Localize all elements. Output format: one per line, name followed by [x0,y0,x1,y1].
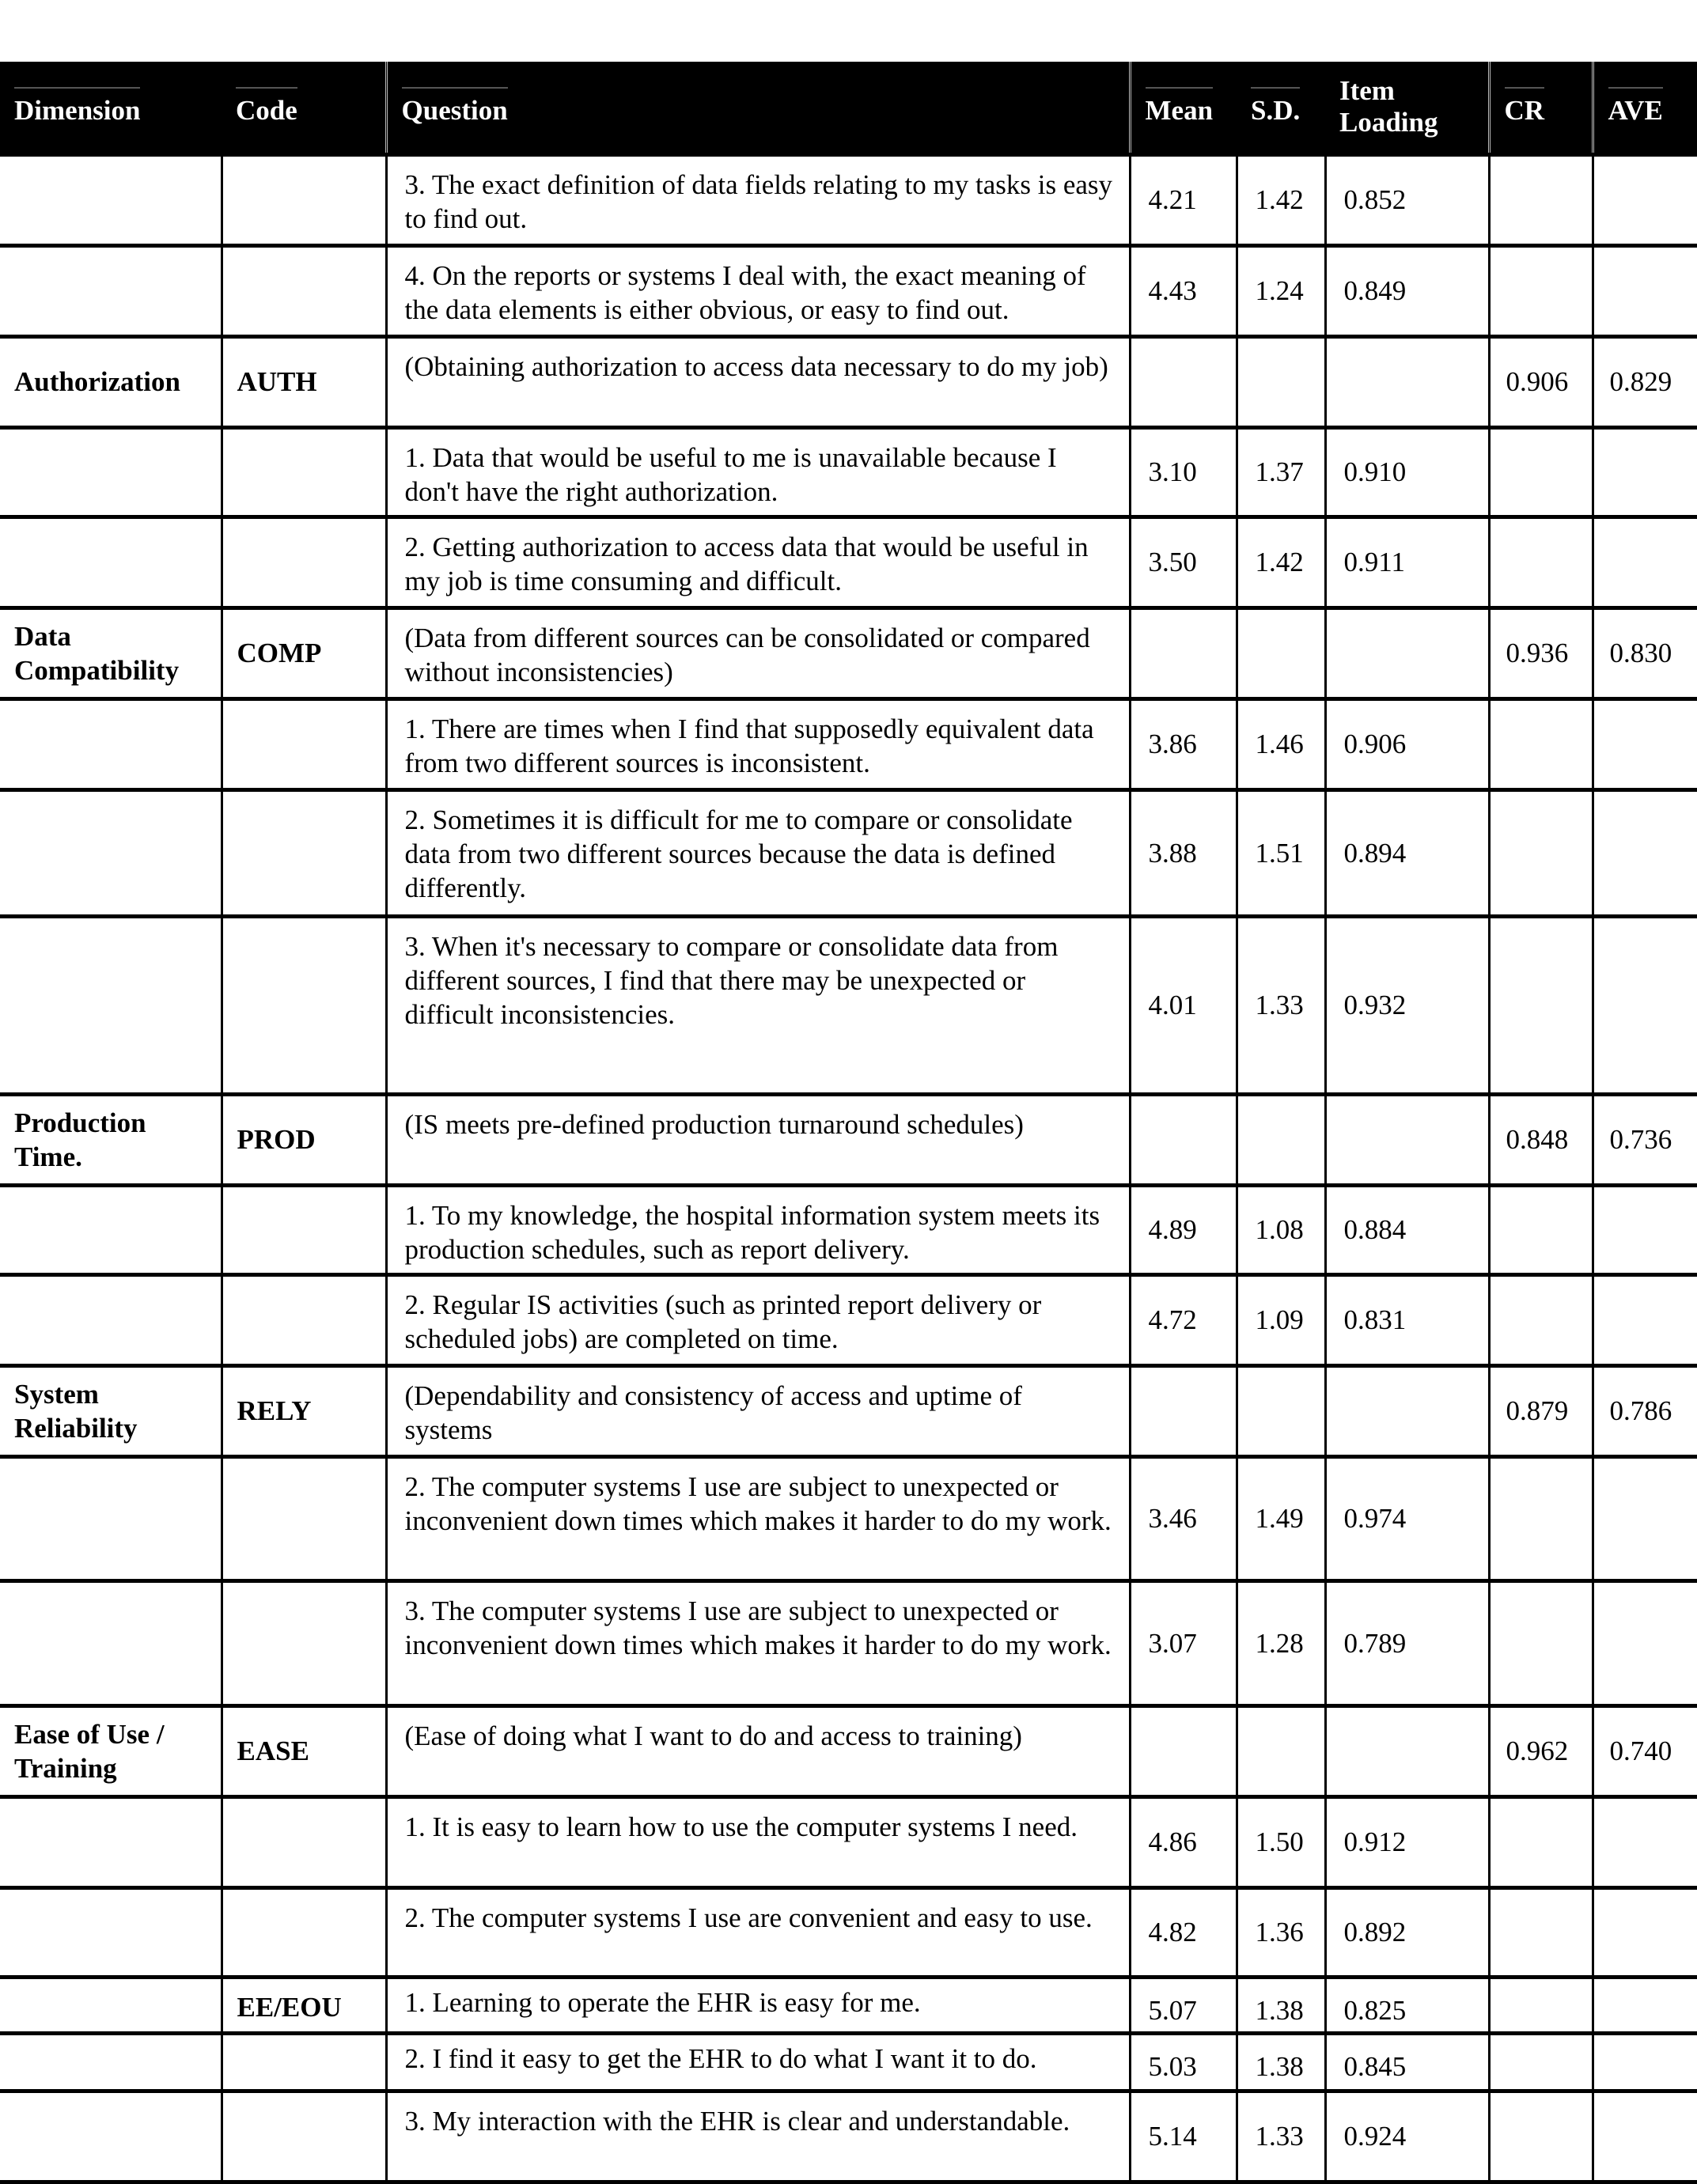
cell-cr [1489,698,1593,789]
cell-item-loading: 0.912 [1325,1796,1489,1887]
cell-mean [1130,1705,1237,1796]
table-header-row [0,62,1697,154]
header-ave: AVE [1593,62,1697,154]
cell-code [222,1456,386,1580]
cell-question: (IS meets pre-defined production turnaround schedules) [386,1094,1130,1185]
cell-cr [1489,916,1593,1094]
table-row [0,154,1697,245]
cell-ave [1593,1887,1697,1977]
cell-mean: 4.01 [1130,916,1237,1094]
cell-cr: 0.906 [1489,336,1593,427]
cell-ave [1593,916,1697,1094]
cell-question: 2. Getting authorization to access data that would be useful in my job is time consuming and difficult. [386,517,1130,608]
table-row [0,1580,1697,1705]
cell-code [222,916,386,1094]
cell-cr: 0.879 [1489,1365,1593,1456]
cell-mean: 3.88 [1130,789,1237,916]
cell-question: 2. The computer systems I use are convenient and easy to use. [386,1887,1130,1977]
cell-dimension [0,154,222,245]
cell-ave [1593,1977,1697,2033]
cell-sd: 1.33 [1237,2091,1325,2182]
cell-item-loading: 0.974 [1325,1456,1489,1580]
cell-item-loading: 0.825 [1325,1977,1489,2033]
cell-mean [1130,1365,1237,1456]
cell-item-loading: 0.831 [1325,1274,1489,1365]
cell-code [222,789,386,916]
table-body [0,154,1697,2182]
header-sd: S.D. [1237,62,1325,154]
table-row [0,1887,1697,1977]
cell-sd: 1.08 [1237,1185,1325,1274]
header-mean: Mean [1130,62,1237,154]
cell-ave [1593,1185,1697,1274]
cell-ave [1593,2033,1697,2091]
cell-cr [1489,2033,1593,2091]
cell-code [222,517,386,608]
cell-dimension [0,1977,222,2033]
cell-mean [1130,1094,1237,1185]
cell-code [222,2091,386,2182]
cell-item-loading [1325,336,1489,427]
cell-cr [1489,1580,1593,1705]
cell-mean: 3.07 [1130,1580,1237,1705]
cell-code [222,1887,386,1977]
cell-mean: 4.21 [1130,154,1237,245]
cell-sd: 1.50 [1237,1796,1325,1887]
cell-cr [1489,1456,1593,1580]
cell-mean [1130,608,1237,698]
cell-sd [1237,608,1325,698]
cell-code [222,1185,386,1274]
cell-ave [1593,1456,1697,1580]
cell-mean: 4.89 [1130,1185,1237,1274]
cell-sd: 1.24 [1237,245,1325,336]
cell-question: 3. When it's necessary to compare or consolidate data from different sources, I find that there may be unexpected or difficult inconsistencies. [386,916,1130,1094]
cell-dimension [0,1887,222,1977]
cell-code: PROD [222,1094,386,1185]
cell-dimension [0,1580,222,1705]
header-code: Code [222,62,386,154]
cell-ave [1593,698,1697,789]
cell-cr [1489,1887,1593,1977]
cell-mean: 3.46 [1130,1456,1237,1580]
cell-dimension [0,2091,222,2182]
cell-ave: 0.736 [1593,1094,1697,1185]
cell-item-loading: 0.789 [1325,1580,1489,1705]
cell-code [222,698,386,789]
cell-sd: 1.51 [1237,789,1325,916]
cell-sd [1237,1705,1325,1796]
cell-item-loading: 0.845 [1325,2033,1489,2091]
cell-sd: 1.42 [1237,517,1325,608]
table-row [0,427,1697,517]
cell-cr [1489,154,1593,245]
cell-dimension [0,517,222,608]
cell-dimension: Data Compatibility [0,608,222,698]
cell-question: 3. The exact definition of data fields relating to my tasks is easy to find out. [386,154,1130,245]
cell-code [222,1274,386,1365]
cell-question: (Data from different sources can be consolidated or compared without inconsistencies) [386,608,1130,698]
cell-item-loading [1325,1705,1489,1796]
cell-ave [1593,517,1697,608]
cell-question: 2. The computer systems I use are subject to unexpected or inconvenient down times which makes it harder to do my work. [386,1456,1130,1580]
cell-cr [1489,1274,1593,1365]
cell-mean [1130,336,1237,427]
cell-cr [1489,1796,1593,1887]
cell-ave [1593,427,1697,517]
cell-cr [1489,789,1593,916]
cell-dimension: Ease of Use / Training [0,1705,222,1796]
cell-cr: 0.936 [1489,608,1593,698]
cell-ave [1593,1274,1697,1365]
cell-dimension [0,698,222,789]
cell-question: 4. On the reports or systems I deal with, the exact meaning of the data elements is either obvious, or easy to find out. [386,245,1130,336]
table-row [0,336,1697,427]
cell-mean: 3.50 [1130,517,1237,608]
cell-cr [1489,245,1593,336]
table-row [0,1094,1697,1185]
table-row [0,916,1697,1094]
cell-ave [1593,245,1697,336]
cell-item-loading: 0.906 [1325,698,1489,789]
cell-mean: 5.14 [1130,2091,1237,2182]
cell-mean: 3.86 [1130,698,1237,789]
cell-mean: 5.07 [1130,1977,1237,2033]
cell-dimension [0,1456,222,1580]
cell-code [222,2033,386,2091]
cell-code: AUTH [222,336,386,427]
cell-sd: 1.36 [1237,1887,1325,1977]
cell-mean: 4.82 [1130,1887,1237,1977]
measurement-table-page [0,62,1697,2184]
cell-cr [1489,517,1593,608]
cell-ave: 0.830 [1593,608,1697,698]
cell-cr [1489,1977,1593,2033]
cell-question: (Ease of doing what I want to do and access to training) [386,1705,1130,1796]
cell-item-loading [1325,1094,1489,1185]
cell-sd [1237,1094,1325,1185]
cell-sd: 1.33 [1237,916,1325,1094]
cell-ave: 0.829 [1593,336,1697,427]
measurement-items-table [0,62,1697,2184]
cell-ave [1593,1580,1697,1705]
cell-code: COMP [222,608,386,698]
cell-code [222,427,386,517]
cell-sd: 1.38 [1237,2033,1325,2091]
table-row [0,1274,1697,1365]
cell-question: 2. I find it easy to get the EHR to do what I want it to do. [386,2033,1130,2091]
cell-ave [1593,789,1697,916]
header-cr: CR [1489,62,1593,154]
cell-item-loading: 0.849 [1325,245,1489,336]
header-item-loading: Item Loading [1325,62,1489,154]
cell-sd: 1.28 [1237,1580,1325,1705]
table-row [0,2091,1697,2182]
cell-item-loading: 0.932 [1325,916,1489,1094]
cell-item-loading: 0.892 [1325,1887,1489,1977]
header-dimension: Dimension [0,62,222,154]
cell-dimension: Production Time. [0,1094,222,1185]
cell-code [222,154,386,245]
cell-cr [1489,2091,1593,2182]
cell-question: 1. It is easy to learn how to use the computer systems I need. [386,1796,1130,1887]
cell-item-loading: 0.884 [1325,1185,1489,1274]
table-row [0,698,1697,789]
cell-code [222,1580,386,1705]
table-row [0,1456,1697,1580]
cell-dimension: Authorization [0,336,222,427]
cell-cr: 0.962 [1489,1705,1593,1796]
cell-sd: 1.46 [1237,698,1325,789]
cell-question: 3. My interaction with the EHR is clear and understandable. [386,2091,1130,2182]
cell-item-loading: 0.924 [1325,2091,1489,2182]
cell-ave [1593,2091,1697,2182]
cell-question: 2. Sometimes it is difficult for me to compare or consolidate data from two different sources because the data is defined differently. [386,789,1130,916]
cell-code: RELY [222,1365,386,1456]
table-row [0,245,1697,336]
cell-mean: 3.10 [1130,427,1237,517]
cell-dimension [0,427,222,517]
cell-question: 1. There are times when I find that supposedly equivalent data from two different sources is inconsistent. [386,698,1130,789]
table-row [0,608,1697,698]
cell-code [222,245,386,336]
table-row [0,1365,1697,1456]
table-row [0,1705,1697,1796]
cell-sd [1237,336,1325,427]
cell-question: 1. To my knowledge, the hospital information system meets its production schedules, such as report delivery. [386,1185,1130,1274]
cell-dimension [0,789,222,916]
cell-item-loading: 0.911 [1325,517,1489,608]
table-row [0,1796,1697,1887]
cell-question: 2. Regular IS activities (such as printed report delivery or scheduled jobs) are completed on time. [386,1274,1130,1365]
cell-dimension [0,2033,222,2091]
cell-code [222,1796,386,1887]
cell-item-loading [1325,608,1489,698]
table-row [0,1977,1697,2033]
cell-item-loading: 0.894 [1325,789,1489,916]
cell-item-loading: 0.910 [1325,427,1489,517]
cell-ave: 0.740 [1593,1705,1697,1796]
cell-dimension [0,1796,222,1887]
cell-dimension [0,1274,222,1365]
cell-ave: 0.786 [1593,1365,1697,1456]
cell-sd: 1.42 [1237,154,1325,245]
cell-sd: 1.38 [1237,1977,1325,2033]
cell-question: (Dependability and consistency of access and uptime of systems [386,1365,1130,1456]
cell-sd: 1.09 [1237,1274,1325,1365]
cell-question: 1. Data that would be useful to me is unavailable because I don't have the right authorization. [386,427,1130,517]
cell-ave [1593,1796,1697,1887]
cell-code: EE/EOU [222,1977,386,2033]
cell-sd: 1.37 [1237,427,1325,517]
table-row [0,1185,1697,1274]
cell-mean: 4.72 [1130,1274,1237,1365]
cell-cr: 0.848 [1489,1094,1593,1185]
cell-sd [1237,1365,1325,1456]
cell-item-loading: 0.852 [1325,154,1489,245]
cell-mean: 4.43 [1130,245,1237,336]
cell-cr [1489,1185,1593,1274]
cell-mean: 5.03 [1130,2033,1237,2091]
cell-ave [1593,154,1697,245]
cell-code: EASE [222,1705,386,1796]
cell-dimension [0,245,222,336]
cell-cr [1489,427,1593,517]
cell-question: 3. The computer systems I use are subject to unexpected or inconvenient down times which makes it harder to do my work. [386,1580,1130,1705]
table-row [0,517,1697,608]
cell-dimension [0,916,222,1094]
cell-dimension [0,1185,222,1274]
cell-question: (Obtaining authorization to access data necessary to do my job) [386,336,1130,427]
cell-question: 1. Learning to operate the EHR is easy for me. [386,1977,1130,2033]
cell-item-loading [1325,1365,1489,1456]
cell-mean: 4.86 [1130,1796,1237,1887]
table-row [0,789,1697,916]
cell-dimension: System Reliability [0,1365,222,1456]
header-question: Question [386,62,1130,154]
cell-sd: 1.49 [1237,1456,1325,1580]
table-row [0,2033,1697,2091]
